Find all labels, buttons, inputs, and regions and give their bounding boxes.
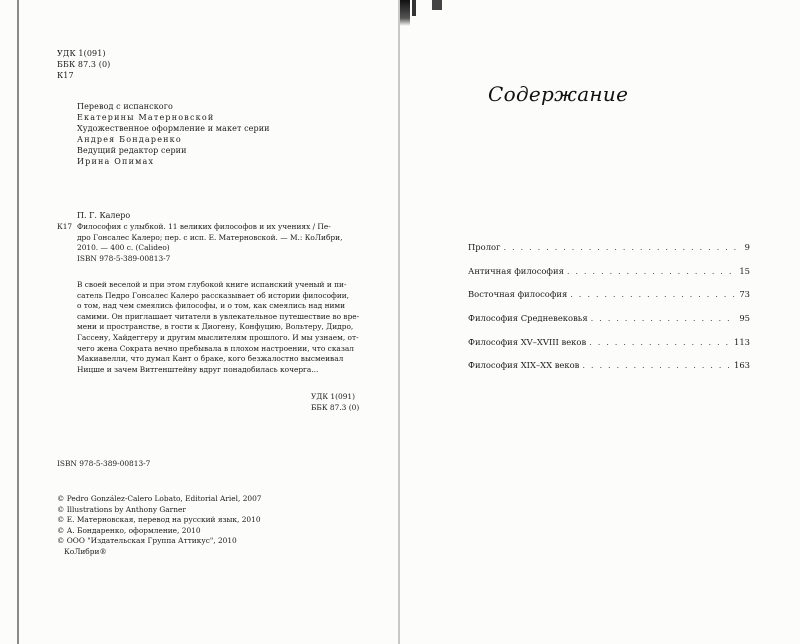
- credit-line: Художественное оформление и макет серии: [77, 124, 270, 133]
- annotation-line: чего жена Сократа вечно пребывала в плохом настроении, что сказал: [77, 343, 354, 353]
- toc-entry-page: 73: [739, 289, 750, 300]
- toc-entry-title: Пролог: [468, 242, 501, 252]
- bib-line: Философия с улыбкой. 11 великих философов и их учениях / Пе-: [77, 222, 331, 231]
- udk-code: УДК 1(091): [311, 392, 355, 401]
- toc-entry[interactable]: [468, 266, 750, 290]
- bbk-code: ББК 87.3 (0): [57, 60, 111, 69]
- copyright-line: © Illustrations by Anthony Garner: [57, 504, 186, 514]
- annotation: [77, 280, 377, 375]
- toc-entry-page: 9: [744, 242, 750, 252]
- bib-line: 2010. — 400 с. (Calideo): [77, 243, 170, 253]
- imprint-page: [19, 0, 398, 644]
- toc-entry-title: Философия Средневековья: [468, 313, 588, 324]
- toc-entry-title: Философия XIX–XX веков: [468, 360, 580, 371]
- author-mark: К17: [57, 71, 74, 80]
- copyright-line: © ООО "Издательская Группа Аттикус", 2010: [57, 536, 237, 546]
- annotation-line: мени и пространстве, в гости к Диогену, Конфуцию, Вольтеру, Дидро,: [77, 322, 354, 332]
- toc-leader-dots: [503, 242, 741, 252]
- bbk-code: ББК 87.3 (0): [311, 402, 360, 412]
- copyright-line: © Е. Матерновская, перевод на русский язык, 2010: [57, 515, 261, 525]
- udk-code: УДК 1(091): [57, 49, 106, 58]
- annotation-line: самими. Он приглашает читателя в увлекательное путешествие во вре-: [77, 311, 360, 321]
- isbn: ISBN 978-5-389-00813-7: [57, 459, 151, 468]
- bib-isbn: ISBN 978-5-389-00813-7: [77, 253, 171, 263]
- annotation-line: о том, над чем смеялись философы, и о том, как смеялись над ними: [77, 301, 346, 311]
- toc-leader-dots: [589, 337, 731, 347]
- toc-entry[interactable]: [468, 313, 750, 337]
- toc-entry-title: Античная философия: [468, 265, 564, 276]
- toc-leader-dots: [570, 289, 736, 299]
- credits-block: [77, 101, 270, 167]
- copyright-line: © Pedro González-Calero Lobato, Editorial Ariel, 2007: [57, 494, 262, 503]
- bib-line: дро Гонсалес Калеро; пер. с исп. Е. Матерновской. — М.: КоЛибри,: [77, 232, 343, 242]
- toc-entry-title: Философия XV–XVIII веков: [468, 336, 587, 347]
- credit-name: Ирина Опимах: [77, 157, 155, 166]
- credit-line: Перевод с испанского: [77, 102, 173, 111]
- toc-entry-title: Восточная философия: [468, 289, 568, 300]
- annotation-line: Макиавелли, что думал Кант о браке, кого безжалостно высмеивал: [77, 354, 344, 364]
- toc-leader-dots: [582, 360, 731, 370]
- annotation-line: В своей веселой и при этом глубокой книге испанский ученый и пи-: [77, 280, 347, 289]
- toc-entry-page: 95: [739, 313, 750, 324]
- annotation-line: сатель Педро Гонсалес Калеро рассказывает об истории философии,: [77, 290, 350, 300]
- credit-name: Андрея Бондаренко: [77, 135, 182, 144]
- toc-entry[interactable]: [468, 289, 750, 313]
- toc-entry[interactable]: [468, 337, 750, 361]
- bib-text: [77, 222, 387, 264]
- toc-entry-page: 113: [734, 336, 750, 347]
- table-of-contents: [468, 242, 750, 384]
- bib-author-mark: К17: [57, 222, 73, 231]
- annotation-line: Гассену, Хайдеггеру и другим мыслителям прошлого. И мы узнаем, от-: [77, 332, 359, 342]
- annotation-line: Ницше и зачем Витгенштейну вдруг понадобилась кочерга...: [77, 364, 319, 374]
- toc-entry-page: 163: [734, 360, 750, 371]
- contents-title: Содержание: [488, 82, 629, 106]
- credit-name: Екатерины Матерновской: [77, 113, 215, 122]
- toc-entry[interactable]: [468, 360, 750, 384]
- toc-entry[interactable]: [468, 242, 750, 266]
- author-heading: П. Г. Калеро: [77, 211, 131, 220]
- classification-codes-footer: [311, 392, 391, 413]
- copyright-block: [57, 494, 262, 558]
- toc-leader-dots: [567, 266, 736, 276]
- copyright-line: © А. Бондаренко, оформление, 2010: [57, 525, 201, 535]
- toc-entry-page: 15: [739, 265, 750, 276]
- classification-codes: [57, 48, 110, 81]
- credit-line: Ведущий редактор серии: [77, 146, 187, 155]
- contents-page: [400, 0, 800, 644]
- copyright-line: КоЛибри®: [57, 546, 107, 556]
- toc-leader-dots: [591, 313, 737, 323]
